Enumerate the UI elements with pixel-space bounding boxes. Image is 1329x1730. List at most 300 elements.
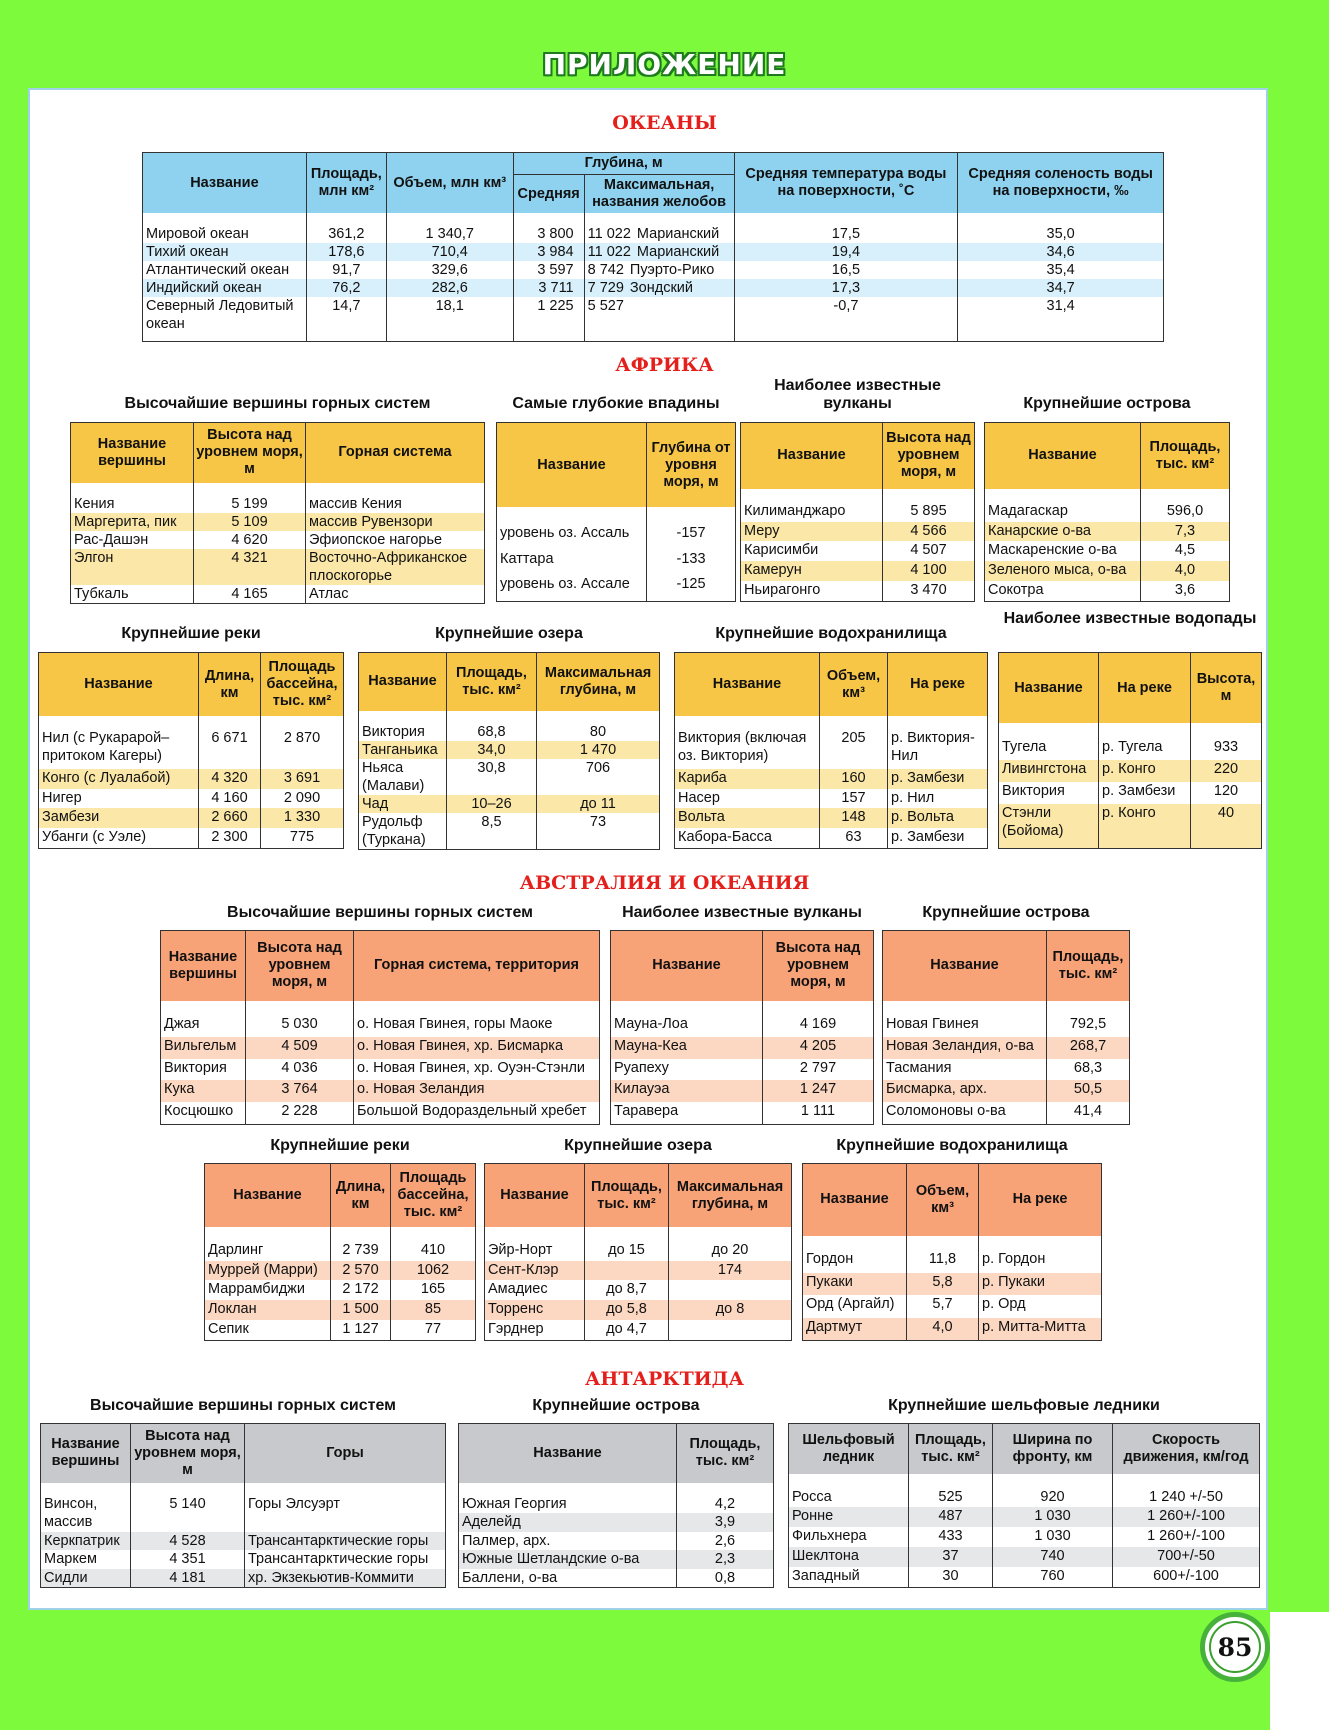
table-row bbox=[883, 1059, 1130, 1081]
australia-volcanoes-caption: Наиболее известные вулканы bbox=[622, 904, 862, 921]
table-cell: р. Тугела bbox=[1099, 738, 1191, 760]
trench-name: Марианский bbox=[636, 244, 720, 260]
table-row bbox=[161, 1037, 600, 1059]
section-title-africa: АФРИКА bbox=[615, 354, 714, 376]
col-name: Название bbox=[459, 1424, 677, 1483]
col-name: Шельфовый ледник bbox=[789, 1424, 909, 1475]
table-cell: 4 320 bbox=[199, 769, 261, 789]
table-cell: 4 507 bbox=[883, 541, 975, 561]
table-row bbox=[459, 1513, 774, 1531]
table-cell: 1 470 bbox=[537, 741, 660, 759]
max-depth: 5 527 bbox=[587, 298, 624, 314]
table-cell: 4 205 bbox=[763, 1037, 874, 1059]
antarctica-shelves-caption: Крупнейшие шельфовые ледники bbox=[888, 1397, 1160, 1414]
table-cell: 600+/-100 bbox=[1113, 1567, 1260, 1587]
table-row bbox=[883, 1102, 1130, 1124]
table-row bbox=[143, 279, 1164, 297]
table-row bbox=[485, 1241, 792, 1261]
table-cell: 77 bbox=[391, 1320, 476, 1340]
col-name: Название bbox=[611, 931, 763, 1001]
col-volume: Объем, млн км³ bbox=[386, 153, 513, 214]
table-cell: Кариба bbox=[675, 769, 820, 789]
table-cell: Гордон bbox=[806, 1251, 854, 1268]
col-height: Высота, м bbox=[1191, 653, 1262, 724]
table-cell: 34,7 bbox=[958, 279, 1164, 297]
table-cell: 30 bbox=[909, 1567, 993, 1587]
antarctica-shelves-table bbox=[788, 1423, 1260, 1588]
col-depth-avg: Средняя bbox=[513, 175, 584, 214]
table-cell: 706 bbox=[537, 759, 660, 795]
table-cell: 3 984 bbox=[513, 243, 584, 261]
page-number: 85 bbox=[1217, 1633, 1253, 1662]
table-cell: 17,5 bbox=[734, 225, 958, 243]
table-cell: -0,7 bbox=[734, 297, 958, 333]
australia-reservoirs-table bbox=[802, 1163, 1102, 1341]
table-cell: Карисимби bbox=[744, 542, 819, 559]
table-cell: Южные Шетландские о-ва bbox=[459, 1550, 677, 1568]
table-cell: 18,1 bbox=[386, 297, 513, 333]
table-cell: 34,6 bbox=[958, 243, 1164, 261]
table-row bbox=[803, 1295, 1102, 1317]
trench-name: Марианский bbox=[636, 226, 720, 242]
table-row bbox=[741, 541, 975, 561]
oceans-table bbox=[142, 152, 1164, 342]
table-row bbox=[161, 1080, 600, 1102]
table-cell: Винсон, массив bbox=[44, 1496, 98, 1531]
col-width: Ширина по фронту, км bbox=[993, 1424, 1113, 1475]
table-cell: 34,0 bbox=[447, 741, 537, 759]
table-cell: Каттара bbox=[500, 550, 554, 567]
table-cell: 3 711 bbox=[513, 279, 584, 297]
table-cell: 3 691 bbox=[261, 769, 344, 789]
africa-lakes-table bbox=[358, 652, 660, 850]
table-cell: 2,3 bbox=[677, 1550, 774, 1568]
table-cell: 1 330 bbox=[261, 808, 344, 828]
table-cell: Кабора-Басса bbox=[678, 829, 772, 846]
table-cell: 1 240 +/-50 bbox=[1113, 1488, 1260, 1508]
max-depth: 8 742 bbox=[587, 262, 624, 278]
table-row bbox=[789, 1507, 1260, 1527]
table-cell: Палмер, арх. bbox=[462, 1532, 551, 1549]
col-height: Высота над уровнем моря, м bbox=[131, 1424, 245, 1483]
table-cell bbox=[584, 279, 734, 297]
table-cell: 4 321 bbox=[194, 549, 306, 585]
australia-peaks-caption: Высочайшие вершины горных систем bbox=[227, 904, 533, 921]
table-cell: Виктория (включая оз. Виктория) bbox=[678, 730, 807, 765]
table-cell: Виктория bbox=[164, 1059, 227, 1076]
africa-depressions-table bbox=[496, 422, 736, 602]
table-cell: 11,8 bbox=[907, 1250, 979, 1272]
table-cell: Торренс bbox=[485, 1300, 585, 1320]
page-corner bbox=[1270, 1612, 1329, 1730]
col-basin: Площадь бассейна, тыс. км² bbox=[391, 1164, 476, 1228]
table-cell: 3 800 bbox=[513, 225, 584, 243]
table-cell: р. Замбези bbox=[888, 828, 988, 848]
table-cell: р. Митта-Митта bbox=[979, 1318, 1102, 1340]
table-row bbox=[205, 1241, 476, 1261]
table-row bbox=[611, 1015, 874, 1037]
africa-islands-caption: Крупнейшие острова bbox=[1023, 395, 1191, 412]
table-cell: 3 597 bbox=[513, 261, 584, 279]
table-cell: 1 340,7 bbox=[386, 225, 513, 243]
table-cell: 361,2 bbox=[306, 225, 386, 243]
table-cell: 68,8 bbox=[447, 723, 537, 741]
col-area: Площадь, тыс. км² bbox=[909, 1424, 993, 1475]
table-row bbox=[41, 1532, 446, 1550]
col-basin: Площадь бассейна, тыс. км² bbox=[261, 653, 344, 717]
table-cell: Ливингстона bbox=[999, 760, 1099, 782]
table-cell: 1062 bbox=[391, 1261, 476, 1281]
table-cell: 1 500 bbox=[331, 1300, 391, 1320]
table-cell: 4 169 bbox=[763, 1015, 874, 1037]
table-cell: 2 300 bbox=[199, 828, 261, 848]
table-cell: р. Конго bbox=[1099, 804, 1191, 848]
table-cell: 4,0 bbox=[907, 1318, 979, 1340]
trench-name: Зондский bbox=[629, 280, 694, 296]
table-row bbox=[143, 225, 1164, 243]
table-cell: Эйр-Норт bbox=[488, 1241, 553, 1258]
table-cell: Северный Ледовитый океан bbox=[146, 298, 294, 332]
table-cell: 329,6 bbox=[386, 261, 513, 279]
table-row bbox=[985, 581, 1230, 601]
table-cell: Ньяса (Малави) bbox=[362, 759, 425, 794]
table-row bbox=[143, 297, 1164, 333]
africa-rivers-table bbox=[38, 652, 344, 849]
table-cell: Насер bbox=[678, 789, 720, 806]
table-cell: Горы Элсуэрт bbox=[245, 1495, 446, 1532]
table-cell: 31,4 bbox=[958, 297, 1164, 333]
table-cell: о. Новая Гвинея, горы Маоке bbox=[354, 1015, 600, 1037]
table-row bbox=[485, 1300, 792, 1320]
table-cell: Дарлинг bbox=[208, 1241, 264, 1258]
table-cell: 775 bbox=[261, 828, 344, 848]
table-row bbox=[39, 769, 344, 789]
table-cell: 85 bbox=[391, 1300, 476, 1320]
table-cell: о. Новая Гвинея, хр. Бисмарка bbox=[354, 1037, 600, 1059]
table-cell: р. Замбези bbox=[888, 769, 988, 789]
table-cell: -125 bbox=[647, 575, 736, 600]
table-row bbox=[143, 261, 1164, 279]
col-volume: Объем, км³ bbox=[907, 1164, 979, 1236]
col-height: Высота над уровнем моря, м bbox=[763, 931, 874, 1001]
table-cell: до 8 bbox=[669, 1300, 792, 1320]
table-cell: 1 260+/-100 bbox=[1113, 1527, 1260, 1547]
table-cell: 1 127 bbox=[331, 1320, 391, 1340]
col-height: Высота над уровнем моря, м bbox=[246, 931, 354, 1001]
table-row bbox=[999, 782, 1262, 804]
table-cell: 50,5 bbox=[1047, 1080, 1130, 1102]
table-row bbox=[675, 808, 988, 828]
table-cell: 1 225 bbox=[513, 297, 584, 333]
australia-reservoirs-caption: Крупнейшие водохранилища bbox=[836, 1137, 1068, 1154]
table-cell bbox=[669, 1320, 792, 1340]
table-cell: Камерун bbox=[741, 561, 883, 581]
table-cell: Сент-Клэр bbox=[485, 1261, 585, 1281]
table-cell: Тихий океан bbox=[143, 243, 307, 261]
table-cell: Сепик bbox=[208, 1321, 249, 1338]
table-row bbox=[999, 804, 1262, 848]
table-cell: Бисмарка, арх. bbox=[883, 1080, 1047, 1102]
table-cell: 157 bbox=[820, 789, 888, 809]
table-row bbox=[359, 741, 660, 759]
table-row bbox=[161, 1059, 600, 1081]
table-cell: 165 bbox=[391, 1280, 476, 1300]
antarctica-islands-caption: Крупнейшие острова bbox=[532, 1397, 700, 1414]
table-row bbox=[985, 522, 1230, 542]
table-cell: 16,5 bbox=[734, 261, 958, 279]
table-cell: Килиманджаро bbox=[744, 502, 846, 519]
table-cell: Восточно-Африканское плоскогорье bbox=[306, 549, 485, 585]
table-cell: Элгон bbox=[71, 549, 194, 585]
table-cell: Нигер bbox=[42, 789, 82, 806]
antarctica-islands-table bbox=[458, 1423, 774, 1588]
table-row bbox=[985, 502, 1230, 522]
table-cell: Кука bbox=[161, 1080, 246, 1102]
table-cell: 596,0 bbox=[1141, 502, 1230, 522]
section-title-oceans: ОКЕАНЫ bbox=[612, 112, 717, 134]
col-name: Название bbox=[999, 653, 1099, 724]
africa-waterfalls-table bbox=[998, 652, 1262, 849]
table-cell: Трансантарктические горы bbox=[245, 1550, 446, 1568]
col-height: Высота над уровнем моря, м bbox=[194, 423, 306, 483]
table-cell: 710,4 bbox=[386, 243, 513, 261]
table-cell: 2 870 bbox=[261, 729, 344, 769]
table-cell: Мауна-Лоа bbox=[614, 1016, 688, 1033]
table-cell: р. Вольта bbox=[888, 808, 988, 828]
table-cell: 1 111 bbox=[763, 1102, 874, 1124]
col-name: Название вершины bbox=[41, 1424, 131, 1483]
table-cell: 68,3 bbox=[1047, 1059, 1130, 1081]
col-speed: Скорость движения, км/год bbox=[1113, 1424, 1260, 1475]
africa-peaks-table bbox=[70, 422, 485, 604]
table-cell: Маркем bbox=[44, 1551, 97, 1568]
col-name: Название bbox=[485, 1164, 585, 1228]
col-depth: Максимальная глубина, м bbox=[669, 1164, 792, 1228]
col-range: Горная система bbox=[306, 423, 485, 483]
table-cell: Сокотра bbox=[988, 582, 1044, 599]
table-cell bbox=[584, 261, 734, 279]
col-area: Площадь, тыс. км² bbox=[447, 653, 537, 711]
table-cell: Дартмут bbox=[803, 1318, 907, 1340]
table-cell: Пукаки bbox=[803, 1273, 907, 1295]
table-cell: 10–26 bbox=[447, 795, 537, 813]
table-cell: Маргерита, пик bbox=[71, 513, 194, 531]
col-depth: Глубина от уровня моря, м bbox=[647, 423, 736, 508]
table-row bbox=[999, 738, 1262, 760]
table-cell: 4,2 bbox=[677, 1495, 774, 1513]
col-volume: Объем, км³ bbox=[820, 653, 888, 717]
table-row bbox=[39, 729, 344, 769]
table-cell: уровень оз. Ассаль bbox=[500, 525, 630, 542]
table-cell: Танганьика bbox=[359, 741, 447, 759]
table-row bbox=[459, 1569, 774, 1587]
table-cell: 2 172 bbox=[331, 1280, 391, 1300]
table-cell: о. Новая Зеландия bbox=[354, 1080, 600, 1102]
table-cell: Маррамбиджи bbox=[208, 1281, 305, 1298]
africa-islands-table bbox=[984, 422, 1230, 602]
table-row bbox=[161, 1015, 600, 1037]
col-height: Высота над уровнем моря, м bbox=[883, 423, 975, 489]
table-cell: -133 bbox=[647, 550, 736, 575]
table-cell: -157 bbox=[647, 524, 736, 549]
table-row bbox=[485, 1261, 792, 1281]
table-cell: Эфиопское нагорье bbox=[306, 531, 485, 549]
table-cell: 2 660 bbox=[199, 808, 261, 828]
table-cell: 30,8 bbox=[447, 759, 537, 795]
australia-rivers-caption: Крупнейшие реки bbox=[270, 1137, 410, 1154]
africa-peaks-caption: Высочайшие вершины горных систем bbox=[124, 395, 431, 412]
table-row bbox=[497, 550, 736, 575]
australia-islands-table bbox=[882, 930, 1130, 1125]
table-row bbox=[741, 561, 975, 581]
australia-volcanoes-table bbox=[610, 930, 874, 1125]
table-row bbox=[459, 1550, 774, 1568]
table-row bbox=[999, 760, 1262, 782]
page-number-badge bbox=[1200, 1612, 1270, 1682]
africa-waterfalls-caption: Наиболее известные водопады bbox=[1003, 610, 1257, 627]
table-row bbox=[485, 1280, 792, 1300]
table-row bbox=[611, 1102, 874, 1124]
table-cell: Кения bbox=[74, 495, 115, 512]
table-cell: до 8,7 bbox=[585, 1280, 669, 1300]
table-cell: Тубкаль bbox=[74, 585, 129, 602]
table-row bbox=[459, 1532, 774, 1550]
table-cell: Орд (Аргайл) bbox=[806, 1296, 895, 1313]
section-title-australia: АВСТРАЛИЯ И ОКЕАНИЯ bbox=[519, 872, 810, 894]
table-cell: до 20 bbox=[669, 1241, 792, 1261]
table-cell: 487 bbox=[909, 1507, 993, 1527]
table-cell: 1 260+/-100 bbox=[1113, 1507, 1260, 1527]
page-title: ПРИЛОЖЕНИЕ bbox=[542, 48, 787, 81]
table-cell: Росса bbox=[792, 1488, 832, 1505]
table-cell: Фильхнера bbox=[792, 1528, 867, 1545]
col-river: На реке bbox=[1099, 653, 1191, 724]
table-cell: 410 bbox=[391, 1241, 476, 1261]
table-cell: р. Конго bbox=[1099, 760, 1191, 782]
col-range: Горная система, территория bbox=[354, 931, 600, 1001]
table-cell: 37 bbox=[909, 1547, 993, 1567]
max-depth: 11 022 bbox=[587, 226, 631, 242]
table-cell: 6 671 bbox=[199, 729, 261, 769]
table-cell: Аделейд bbox=[459, 1513, 677, 1531]
col-name: Название bbox=[143, 153, 307, 214]
table-cell: 4 165 bbox=[194, 585, 306, 603]
table-row bbox=[741, 502, 975, 522]
table-cell: 3 764 bbox=[246, 1080, 354, 1102]
table-row bbox=[789, 1527, 1260, 1547]
table-cell: Зеленого мыса, о-ва bbox=[985, 561, 1141, 581]
africa-reservoirs-table bbox=[674, 652, 988, 849]
table-row bbox=[359, 723, 660, 741]
col-name: Название bbox=[39, 653, 199, 717]
table-cell: до 15 bbox=[585, 1241, 669, 1261]
table-cell bbox=[584, 243, 734, 261]
table-cell: р. Виктория-Нил bbox=[888, 729, 988, 769]
trench-name: Пуэрто-Рико bbox=[629, 262, 715, 278]
table-cell: 700+/-50 bbox=[1113, 1547, 1260, 1567]
col-depth: Глубина, м bbox=[513, 153, 734, 175]
table-row bbox=[803, 1250, 1102, 1272]
col-name: Название bbox=[741, 423, 883, 489]
table-row bbox=[359, 813, 660, 849]
table-cell: Керкпатрик bbox=[41, 1532, 131, 1550]
table-row bbox=[71, 531, 485, 549]
table-cell: Атлантический океан bbox=[146, 262, 290, 278]
table-cell: Руапеху bbox=[614, 1059, 669, 1076]
table-cell: 5,7 bbox=[907, 1295, 979, 1317]
table-cell: Конго (с Луалабой) bbox=[39, 769, 199, 789]
africa-rivers-caption: Крупнейшие реки bbox=[121, 625, 261, 642]
table-cell: Канарские о-ва bbox=[985, 522, 1141, 542]
col-area: Площадь, тыс. км² bbox=[677, 1424, 774, 1483]
africa-volcanoes-caption: Наиболее известные вулканы bbox=[774, 377, 941, 412]
col-name: Название bbox=[675, 653, 820, 717]
col-river: На реке bbox=[979, 1164, 1102, 1236]
table-row bbox=[497, 575, 736, 600]
table-row bbox=[675, 769, 988, 789]
table-cell: 740 bbox=[993, 1547, 1113, 1567]
table-cell: 4 620 bbox=[194, 531, 306, 549]
table-cell: 4,5 bbox=[1141, 541, 1230, 561]
table-cell: Замбези bbox=[39, 808, 199, 828]
table-cell: Тугела bbox=[1002, 738, 1047, 755]
table-cell: 2 228 bbox=[246, 1102, 354, 1124]
table-cell: 91,7 bbox=[306, 261, 386, 279]
table-row bbox=[741, 581, 975, 601]
table-cell: 2 739 bbox=[331, 1241, 391, 1261]
table-cell: Вильгельм bbox=[161, 1037, 246, 1059]
table-row bbox=[611, 1037, 874, 1059]
table-row bbox=[205, 1280, 476, 1300]
table-cell: 3,6 bbox=[1141, 581, 1230, 601]
table-cell: 525 bbox=[909, 1488, 993, 1508]
table-cell: Новая Зеландия, о-ва bbox=[883, 1037, 1047, 1059]
table-row bbox=[459, 1495, 774, 1513]
table-row bbox=[741, 522, 975, 542]
table-cell: Амадиес bbox=[488, 1281, 548, 1298]
table-cell: Стэнли (Бойома) bbox=[999, 804, 1099, 848]
table-cell: 933 bbox=[1191, 738, 1262, 760]
africa-lakes-caption: Крупнейшие озера bbox=[435, 625, 583, 642]
table-cell: 40 bbox=[1191, 804, 1262, 848]
table-cell: до 4,7 bbox=[585, 1320, 669, 1340]
table-cell: Мадагаскар bbox=[988, 502, 1068, 519]
table-cell: 76,2 bbox=[306, 279, 386, 297]
table-cell: Мауна-Кеа bbox=[611, 1037, 763, 1059]
table-row bbox=[497, 524, 736, 549]
australia-peaks-table bbox=[160, 930, 600, 1125]
table-cell: 41,4 bbox=[1047, 1102, 1130, 1124]
col-length: Длина, км bbox=[331, 1164, 391, 1228]
table-row bbox=[789, 1567, 1260, 1587]
africa-reservoirs-caption: Крупнейшие водохранилища bbox=[715, 625, 947, 642]
table-cell: 792,5 bbox=[1047, 1015, 1130, 1037]
table-cell: 2,6 bbox=[677, 1532, 774, 1550]
table-cell: 19,4 bbox=[734, 243, 958, 261]
table-cell: 4 351 bbox=[131, 1550, 245, 1568]
table-row bbox=[205, 1300, 476, 1320]
table-cell: 4 160 bbox=[199, 789, 261, 809]
table-cell bbox=[669, 1280, 792, 1300]
table-cell: до 5,8 bbox=[585, 1300, 669, 1320]
australia-rivers-table bbox=[204, 1163, 476, 1341]
table-row bbox=[789, 1547, 1260, 1567]
table-row bbox=[39, 828, 344, 848]
table-cell: Ронне bbox=[789, 1507, 909, 1527]
col-area: Площадь, тыс. км² bbox=[1141, 423, 1230, 489]
table-row bbox=[611, 1059, 874, 1081]
table-row bbox=[143, 243, 1164, 261]
